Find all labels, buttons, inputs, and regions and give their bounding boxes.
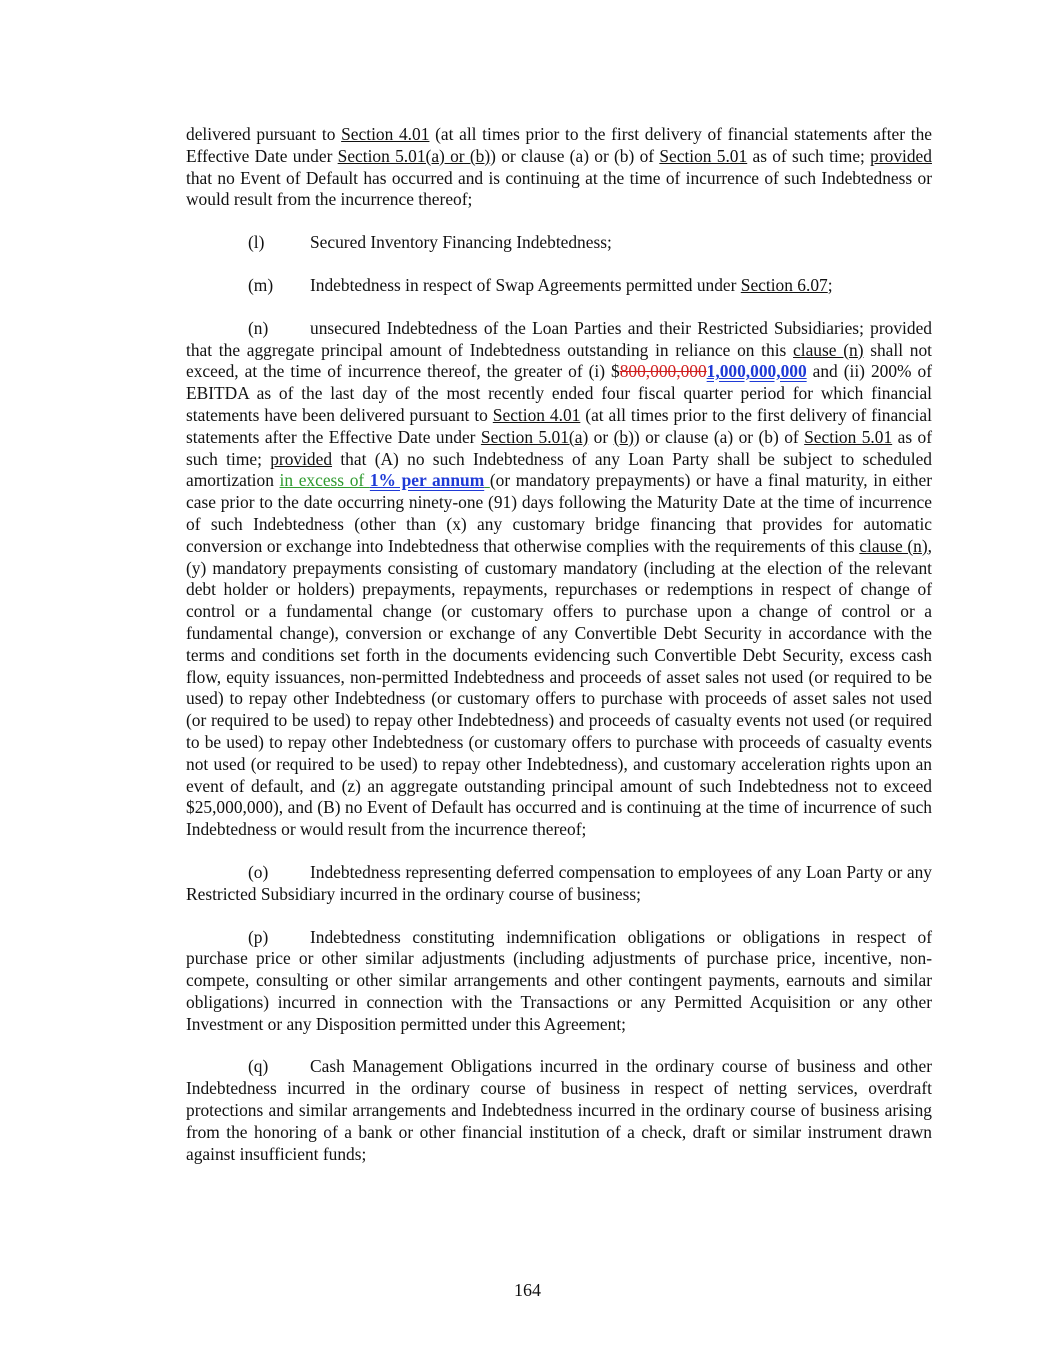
clause-n (186, 318, 932, 841)
text-run: ) or clause (a) or (b) of (490, 145, 660, 166)
section-reference: Section 6.07 (740, 274, 828, 295)
clause-label: (n) (248, 317, 269, 338)
text-run: delivered pursuant to (186, 124, 342, 144)
text-run: that (A) no such Indebtedness of any Loan Party shall be subject to scheduled amortization (186, 448, 932, 491)
section-reference: Section 5.01 (804, 426, 893, 447)
clause-reference: clause (n) (793, 339, 864, 360)
text-run: as of such time; (747, 145, 871, 166)
inserted-amount: 1,000,000,000 (706, 361, 807, 382)
text-run: ) or clause (a) or (b) of (633, 426, 805, 447)
clause-label: (p) (248, 926, 269, 947)
clause-text: Cash Management Obligations incurred in the ordinary course of business and other Indebtedness incurred in the ordinary course of business in respect of netting services, overdraft protections and similar arrangements and Indebtedness incurred in the ordinary course of business arising from the honoring of a bank or other financial institution of a check, draft or similar instrument drawn against insufficient funds; (186, 1056, 932, 1164)
text-run: (at all times prior to the first delivery of financial statements after the Effective Date under (186, 124, 932, 166)
clause-label: (m) (248, 274, 274, 295)
text-run: and (ii) 200% of EBITDA as of the last day of the most recently ended four fiscal quarter period for which financial statements have been delivered pursuant to (186, 361, 933, 425)
text-run: ; (827, 274, 833, 295)
clause-text: Indebtedness in respect of Swap Agreements permitted under (310, 274, 741, 295)
text-run: as of such time; (186, 426, 932, 469)
clause-p (186, 927, 932, 1036)
text-run: that no Event of Default has occurred and is continuing at the time of incurrence of such Indebtedness or would result from the incurrence thereof; (186, 167, 932, 210)
clause-o (186, 862, 932, 906)
section-reference: Section 5.01(a) (480, 426, 589, 447)
section-reference: Section 4.01 (341, 124, 430, 144)
inserted-text-bold: 1% per annum (369, 470, 485, 491)
text-run: (at all times prior to the first delivery of financial statements after the Effective Date under (186, 404, 932, 447)
clause-text: Indebtedness constituting indemnification obligations or obligations in respect of purchase price or other similar adjustments (including adjustments of purchase price, incentive, non-compete, consulting or other similar arrangements and other contingent payments, earnouts and similar obligations) incurred in connection with the Transactions or any Permitted Acquisition or any other Investment or any Disposition permitted under this Agreement; (186, 926, 932, 1034)
section-reference: Section 5.01 (659, 145, 748, 166)
clause-label: (l) (248, 232, 265, 253)
text-run: shall not exceed, at the time of incurrence thereof, the greater of (i) $ (186, 339, 932, 382)
continuation-paragraph (186, 124, 932, 211)
document-page (186, 124, 932, 1186)
section-reference: (b) (613, 426, 634, 447)
clause-label: (q) (248, 1056, 269, 1077)
inserted-text-green: in excess of (279, 470, 370, 491)
text-run: unsecured Indebtedness of the Loan Parties and their Restricted Subsidiaries; provided that the aggregate principal amount of Indebtedness outstanding in reliance on this (186, 317, 932, 360)
page-number: 164 (514, 1280, 541, 1300)
text-run: , (y) mandatory prepayments consisting of customary mandatory (including at the election of the relevant debt holder or holders) prepayments, repayments, repurchases or redemptions in respect of change of control or a fundamental change (or customary offers to purchase upon a change of control or a fundamental change), conversion or exchange of any Convertible Debt Security in accordance with the terms and conditions set forth in the documents evidencing such Convertible Debt Security, excess cash flow, equity issuances, non-permitted Indebtedness and proceeds of asset sales not used (or required to be used) to repay other Indebtedness (or customary offers to purchase with proceeds of asset sales not used (or required to be used) to repay other Indebtedness) and proceeds of casualty events not used (or required to be used) to repay other Indebtedness (or customary offers to purchase with proceeds of casualty events not used (or required to be used) to repay other Indebtedness), and customary acceleration rights upon an event of default, and (z) an aggregate outstanding principal amount of such Indebtedness not to exceed $25,000,000), and (B) no Event of Default has occurred and is continuing at the time of incurrence of such Indebtedness or would result from the incurrence thereof; (186, 535, 932, 840)
defined-term-provided: provided (270, 448, 333, 469)
deleted-amount: 800,000,000 (619, 361, 707, 382)
clause-reference: clause (n) (859, 535, 928, 556)
clause-l (186, 232, 932, 254)
clause-text: Indebtedness representing deferred compensation to employees of any Loan Party or any Restricted Subsidiary incurred in the ordinary course of business; (186, 861, 932, 904)
defined-term-provided: provided (870, 145, 932, 166)
text-run: or (588, 426, 614, 447)
clause-label: (o) (248, 861, 269, 882)
section-reference: Section 4.01 (492, 404, 581, 425)
clause-q (186, 1056, 932, 1165)
clause-m (186, 275, 932, 297)
text-run: (or mandatory prepayments) or have a final maturity, in either case prior to the date occurring ninety-one (91) days following the Maturity Date at the time of incurrence of such Indebtedness (other than (x) any customary bridge financing that provides for automatic conversion or exchange into Indebtedness that otherwise complies with the requirements of this (186, 470, 932, 556)
section-reference: Section 5.01(a) or (b) (337, 145, 491, 166)
clause-text: Secured Inventory Financing Indebtedness; (310, 232, 612, 253)
